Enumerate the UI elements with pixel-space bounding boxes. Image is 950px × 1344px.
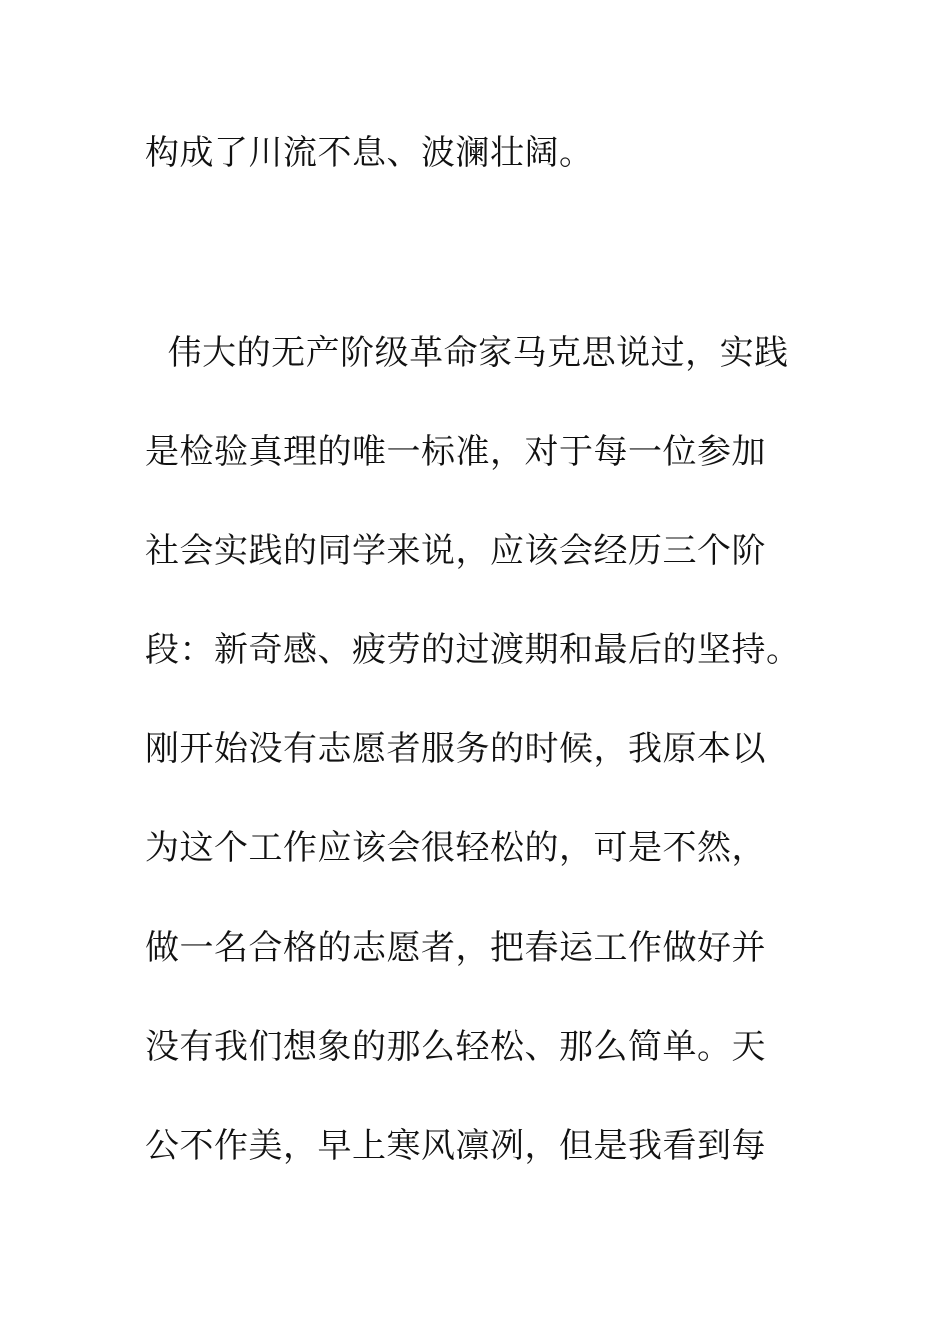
text-line: 构成了川流不息、波澜壮阔。 [145, 133, 594, 173]
text-line: 是检验真理的唯一标准，对于每一位参加 [145, 432, 766, 472]
text-line: 公不作美，早上寒风凛冽，但是我看到每 [145, 1126, 766, 1166]
text-line: 做一名合格的志愿者，把春运工作做好并 [145, 928, 766, 968]
text-line: 为这个工作应该会很轻松的，可是不然， [145, 828, 766, 868]
text-line: 刚开始没有志愿者服务的时候，我原本以 [145, 729, 766, 769]
text-line: 段：新奇感、疲劳的过渡期和最后的坚持。 [145, 630, 801, 670]
text-line: 没有我们想象的那么轻松、那么简单。天 [145, 1027, 766, 1067]
text-line: 社会实践的同学来说，应该会经历三个阶 [145, 531, 766, 571]
text-line: 伟大的无产阶级革命家马克思说过，实践 [145, 333, 789, 373]
